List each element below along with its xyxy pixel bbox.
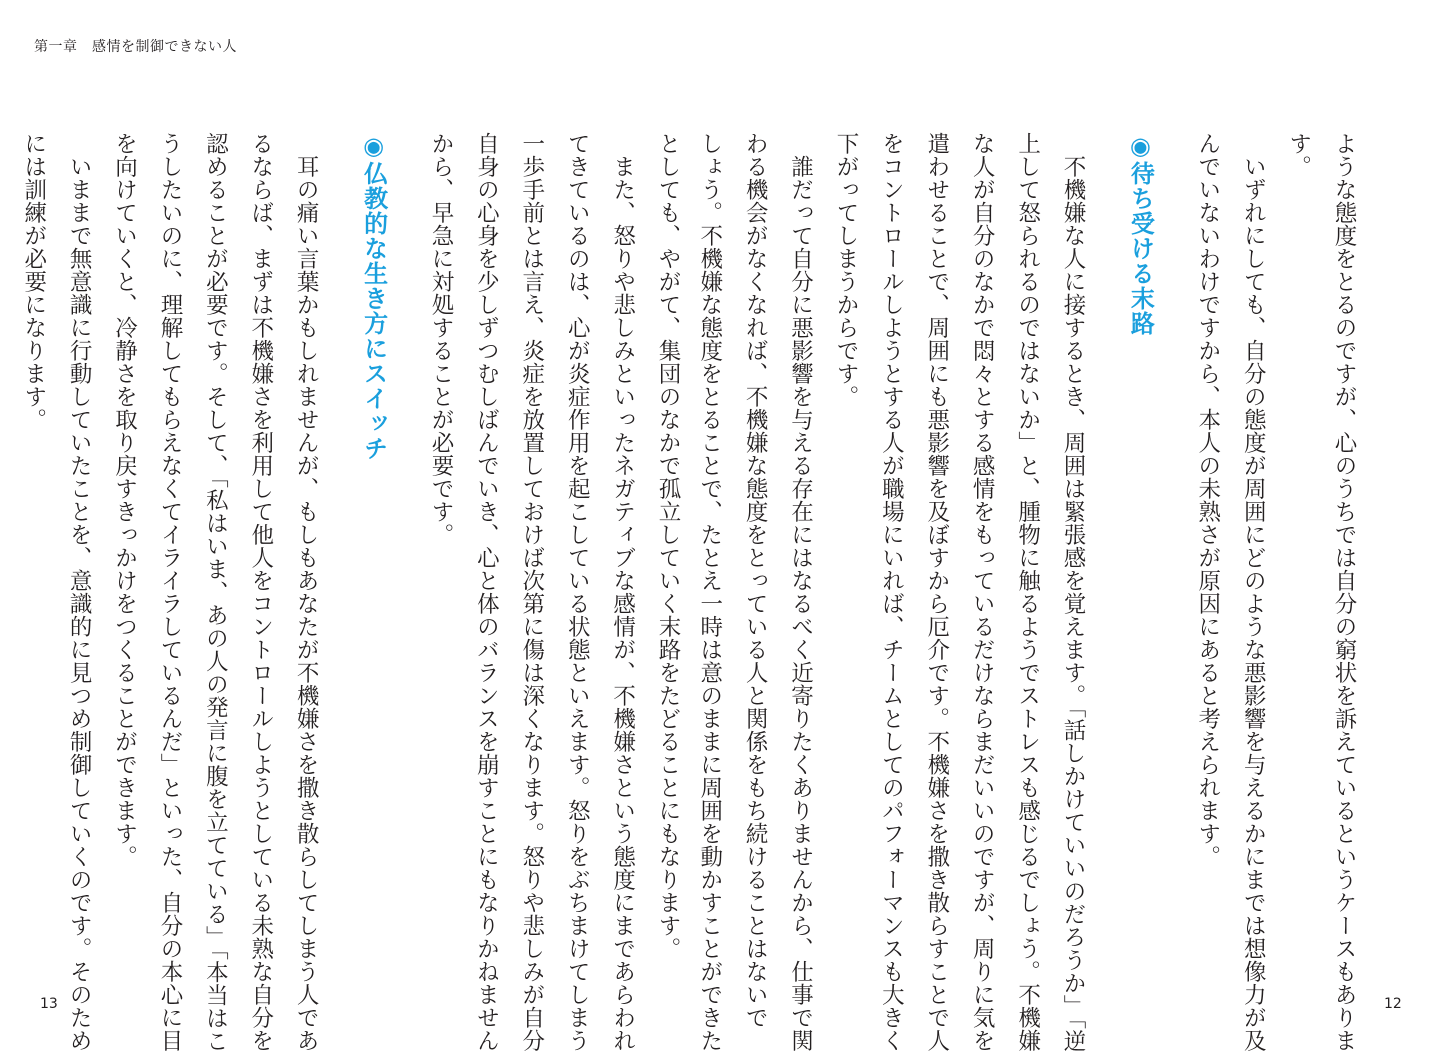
body-line: しょう。不機嫌な態度をとることで、たとえ一時は意のままに周囲を動かすことができた [696,132,723,1052]
body-line: 上して怒られるのではないか」と、腫物に触るようでストレスも感じるでしょう。不機嫌 [1014,132,1041,1052]
body-line: す。 [1285,132,1312,178]
body-line: 一歩手前とは言え、炎症を放置しておけば次第に傷は深くなります。怒りや悲しみが自分 [518,132,545,1052]
running-head: 第一章 感情を制御できない人 [34,39,237,55]
right-page-body [696,132,1366,1053]
body-line: 認めることが必要です。そして、「私はいま、あの人の発言に腹を立てている」「本当はこ [202,132,229,1053]
body-line: また、怒りや悲しみといったネガティブな感情が、不機嫌さという態度にまであらわれ [609,132,636,1052]
body-line: 自身の心身を少しずつむしばんでいき、心と体のバランスを崩すことにもなりかねません [473,132,500,1052]
body-line: な人が自分のなかで悶々とする感情をもっているだけならまだいいのですが、周りに気を [969,132,996,1052]
body-line: るならば、まずは不機嫌さを利用して他人をコントロールしようとしている未熟な自分を [247,132,274,1052]
body-line: には訓練が必要になります。 [20,132,47,431]
body-line: 下がってしまうからです。 [832,132,859,408]
body-line: としても、やがて、集団のなかで孤立していく末路をたどることにもなります。 [655,132,681,960]
body-line: んでいないわけですから、本人の未熟さが原因にあると考えられます。 [1194,132,1221,868]
section-heading: ◉仏教的な生き方にスイッチ [359,132,388,461]
body-line: いままで無意識に行動していたことを、意識的に見つめ制御していくのです。そのため [66,132,93,1052]
body-line: わる機会がなくなれば、不機嫌な態度をとっている人と関係をもち続けることはないで [742,132,769,1029]
body-line: から、早急に対処することが必要です。 [427,132,454,546]
body-line: 不機嫌な人に接するとき、周囲は緊張感を覚えます。「話しかけていいのだろうか」「逆 [1059,132,1086,1053]
page-number-left: 13 [40,996,58,1012]
body-line: ような態度をとるのですが、心のうちでは自分の窮状を訴えているというケースもありま [1331,132,1357,1052]
body-line: 遣わせることで、周囲にも悪影響を及ぼすから厄介です。不機嫌さを撒き散らすことで人 [923,132,950,1052]
body-line: 誰だって自分に悪影響を与える存在にはなるべく近寄りたくありませんから、仕事で関 [787,132,814,1052]
body-line: 耳の痛い言葉かもしれませんが、もしもあなたが不機嫌さを撒き散らしてしまう人であ [293,132,320,1052]
body-line: を向けていくと、冷静さを取り戻すきっかけをつくることができます。 [111,132,138,868]
body-line: うしたいのに、理解してもらえなくてイライラしているんだ」といった、自分の本心に目 [156,132,183,1052]
body-line: てきているのは、心が炎症作用を起こしている状態といえます。怒りをぶちまけてしまう [564,132,591,1052]
body-line: いずれにしても、自分の態度が周囲にどのような悪影響を与えるかにまでは想像力が及 [1240,132,1267,1052]
page-number-right: 12 [1384,996,1402,1012]
body-line: をコントロールしようとする人が職場にいれば、チームとしてのパフォーマンスも大きく [878,132,905,1052]
section-heading: ◉待ち受ける末路 [1126,132,1155,336]
